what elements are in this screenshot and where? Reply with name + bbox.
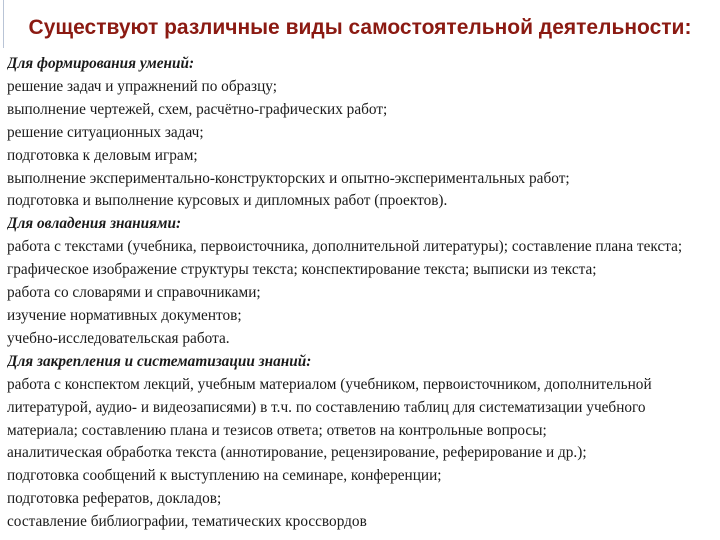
section-heading: Для формирования умений:	[7, 55, 195, 72]
slide-title: Существуют различные виды самостоятельной деятельности:	[28, 16, 692, 39]
list-item: решение задач и упражнений по образцу;	[7, 77, 277, 95]
list-item: работа с текстами (учебника, первоисточника, дополнительной литературы); составление плана текста; графическое изображение структуры текста; конспектирование текста; выписки из текста;	[7, 238, 683, 279]
list-item: подготовка рефератов, докладов;	[7, 490, 222, 508]
section-heading: Для овладения знаниями:	[7, 215, 182, 233]
list-item: выполнение чертежей, схем, расчётно-графических работ;	[7, 100, 388, 118]
list-item: работа с конспектом лекций, учебным материалом (учебником, первоисточником, дополнительной литературой, аудио- и видеозаписями) в т.ч. по составлению таблиц для систематизации учебного материала; составлению плана и тезисов ответа; ответов на контрольные вопросы;	[7, 375, 652, 439]
list-item: решение ситуационных задач;	[7, 123, 204, 141]
list-item: работа со словарями и справочниками;	[7, 284, 261, 302]
list-item: подготовка к деловым играм;	[7, 146, 198, 164]
list-item: выполнение экспериментально-конструкторских и опытно-экспериментальных работ;	[7, 169, 570, 187]
section-heading: Для закрепления и систематизации знаний:	[7, 352, 312, 370]
list-item: аналитическая обработка текста (аннотирование, рецензирование, реферирование и др.);	[7, 444, 587, 462]
list-item: подготовка сообщений к выступлению на семинаре, конференции;	[7, 467, 442, 485]
list-item: учебно-исследовательская работа.	[7, 329, 230, 347]
slide-body	[7, 53, 715, 540]
list-item: составление библиографии, тематических кроссвордов	[7, 513, 367, 531]
list-item: изучение нормативных документов;	[7, 306, 242, 324]
list-item: подготовка и выполнение курсовых и дипломных работ (проектов).	[7, 192, 448, 210]
